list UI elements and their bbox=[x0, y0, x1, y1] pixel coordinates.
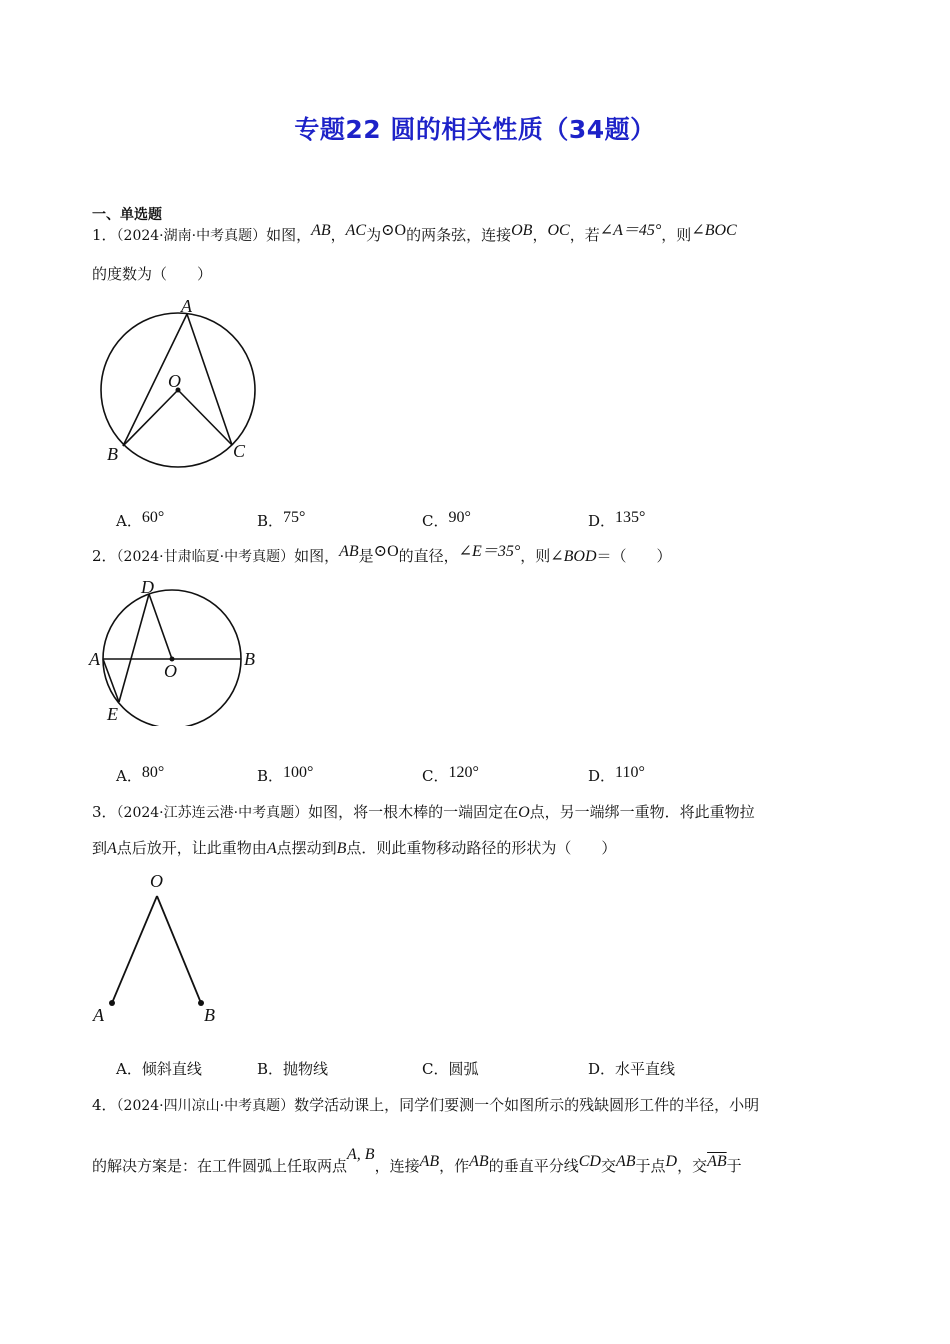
q3-stem-line1: 3．（2024·江苏连云港·中考真题）如图，将一根木棒的一端固定在O点，另一端绑一重物．将此重物拉 bbox=[92, 803, 755, 821]
q4-stem-line1: 4．（2024·四川凉山·中考真题）数学活动课上，同学们要测一个如图所示的残缺圆形工件的半径，小明 bbox=[92, 1096, 760, 1114]
q3-source: （2024·江苏连云港·中考真题） bbox=[116, 805, 309, 821]
q1-stem-line1: 1．（2024·湖南·中考真题）如图，AB，AC为⊙O的两条弦，连接OB，OC，若∠A＝45°，则∠BOC bbox=[92, 222, 737, 244]
q4-arc-ab: $\overline{AB}$ bbox=[707, 1153, 727, 1170]
q2-chord-ae bbox=[103, 659, 119, 702]
q2-label-o: O bbox=[164, 661, 177, 681]
q1-source: （2024·湖南·中考真题） bbox=[116, 228, 267, 244]
q2-option-c[interactable]: C．120° bbox=[422, 764, 479, 785]
q3-option-c[interactable]: C．圆弧 bbox=[422, 1060, 479, 1078]
q3-label-o: O bbox=[150, 871, 163, 891]
q2-label-b: B bbox=[244, 649, 255, 669]
q2-option-a[interactable]: A．80° bbox=[116, 764, 165, 785]
q4-source: （2024·四川凉山·中考真题） bbox=[116, 1098, 295, 1114]
q2-option-d[interactable]: D．110° bbox=[588, 764, 645, 785]
q1-option-a[interactable]: A．60° bbox=[116, 509, 165, 530]
q3-rod-oa bbox=[112, 896, 157, 1003]
section-heading: 一、单选题 bbox=[92, 207, 162, 223]
q3-option-b[interactable]: B．抛物线 bbox=[257, 1060, 329, 1078]
q1-radius-oc bbox=[178, 390, 232, 445]
q2-stem-line1: 2．（2024·甘肃临夏·中考真题）如图，AB是⊙O的直径，∠E＝35°，则∠BOD＝（ ） bbox=[92, 543, 672, 565]
q3-figure bbox=[86, 866, 236, 1031]
q3-label-b: B bbox=[204, 1005, 215, 1025]
q3-point-a bbox=[109, 1000, 115, 1006]
q1-radius-ob bbox=[123, 390, 178, 446]
q1-option-d[interactable]: D．135° bbox=[588, 509, 646, 530]
q1-chord-ac bbox=[187, 314, 232, 445]
q1-label-o: O bbox=[168, 371, 181, 391]
q1-number: 1． bbox=[92, 226, 117, 244]
q2-number: 2． bbox=[92, 547, 117, 565]
q1-figure bbox=[90, 292, 270, 472]
q1-label-a: A bbox=[181, 296, 192, 316]
page-title: 专题22 圆的相关性质（34题） bbox=[294, 115, 656, 144]
q2-option-b[interactable]: B．100° bbox=[257, 764, 314, 785]
q3-rod-ob bbox=[157, 896, 201, 1003]
q1-option-c[interactable]: C．90° bbox=[422, 509, 471, 530]
q2-radius-od bbox=[149, 594, 172, 659]
q3-option-d[interactable]: D．水平直线 bbox=[588, 1060, 676, 1078]
q1-option-b[interactable]: B．75° bbox=[257, 509, 306, 530]
q2-label-e: E bbox=[107, 704, 118, 724]
q1-options bbox=[116, 510, 816, 534]
q1-label-b: B bbox=[107, 444, 118, 464]
q3-number: 3． bbox=[92, 803, 117, 821]
q2-label-a: A bbox=[89, 649, 100, 669]
q2-figure bbox=[86, 576, 266, 726]
q2-options bbox=[116, 765, 816, 789]
q1-label-c: C bbox=[233, 441, 246, 461]
q3-option-a[interactable]: A．倾斜直线 bbox=[116, 1060, 202, 1078]
q3-stem-line2: 到A点后放开，让此重物由A点摆动到B点．则此重物移动路径的形状为（ ） bbox=[92, 839, 617, 857]
q4-stem-line2: 的解决方案是：在工件圆弧上任取两点A, B，连接AB，作AB的垂直平分线CD交AB于点D，交$\overline{AB}$于 bbox=[92, 1146, 742, 1175]
q3-label-a: A bbox=[93, 1005, 104, 1025]
q2-source: （2024·甘肃临夏·中考真题） bbox=[116, 549, 295, 565]
q4-number: 4． bbox=[92, 1096, 117, 1114]
q3-options bbox=[116, 1058, 816, 1082]
q2-label-d: D bbox=[141, 577, 154, 597]
q1-stem-line2: 的度数为（ ） bbox=[92, 265, 213, 283]
